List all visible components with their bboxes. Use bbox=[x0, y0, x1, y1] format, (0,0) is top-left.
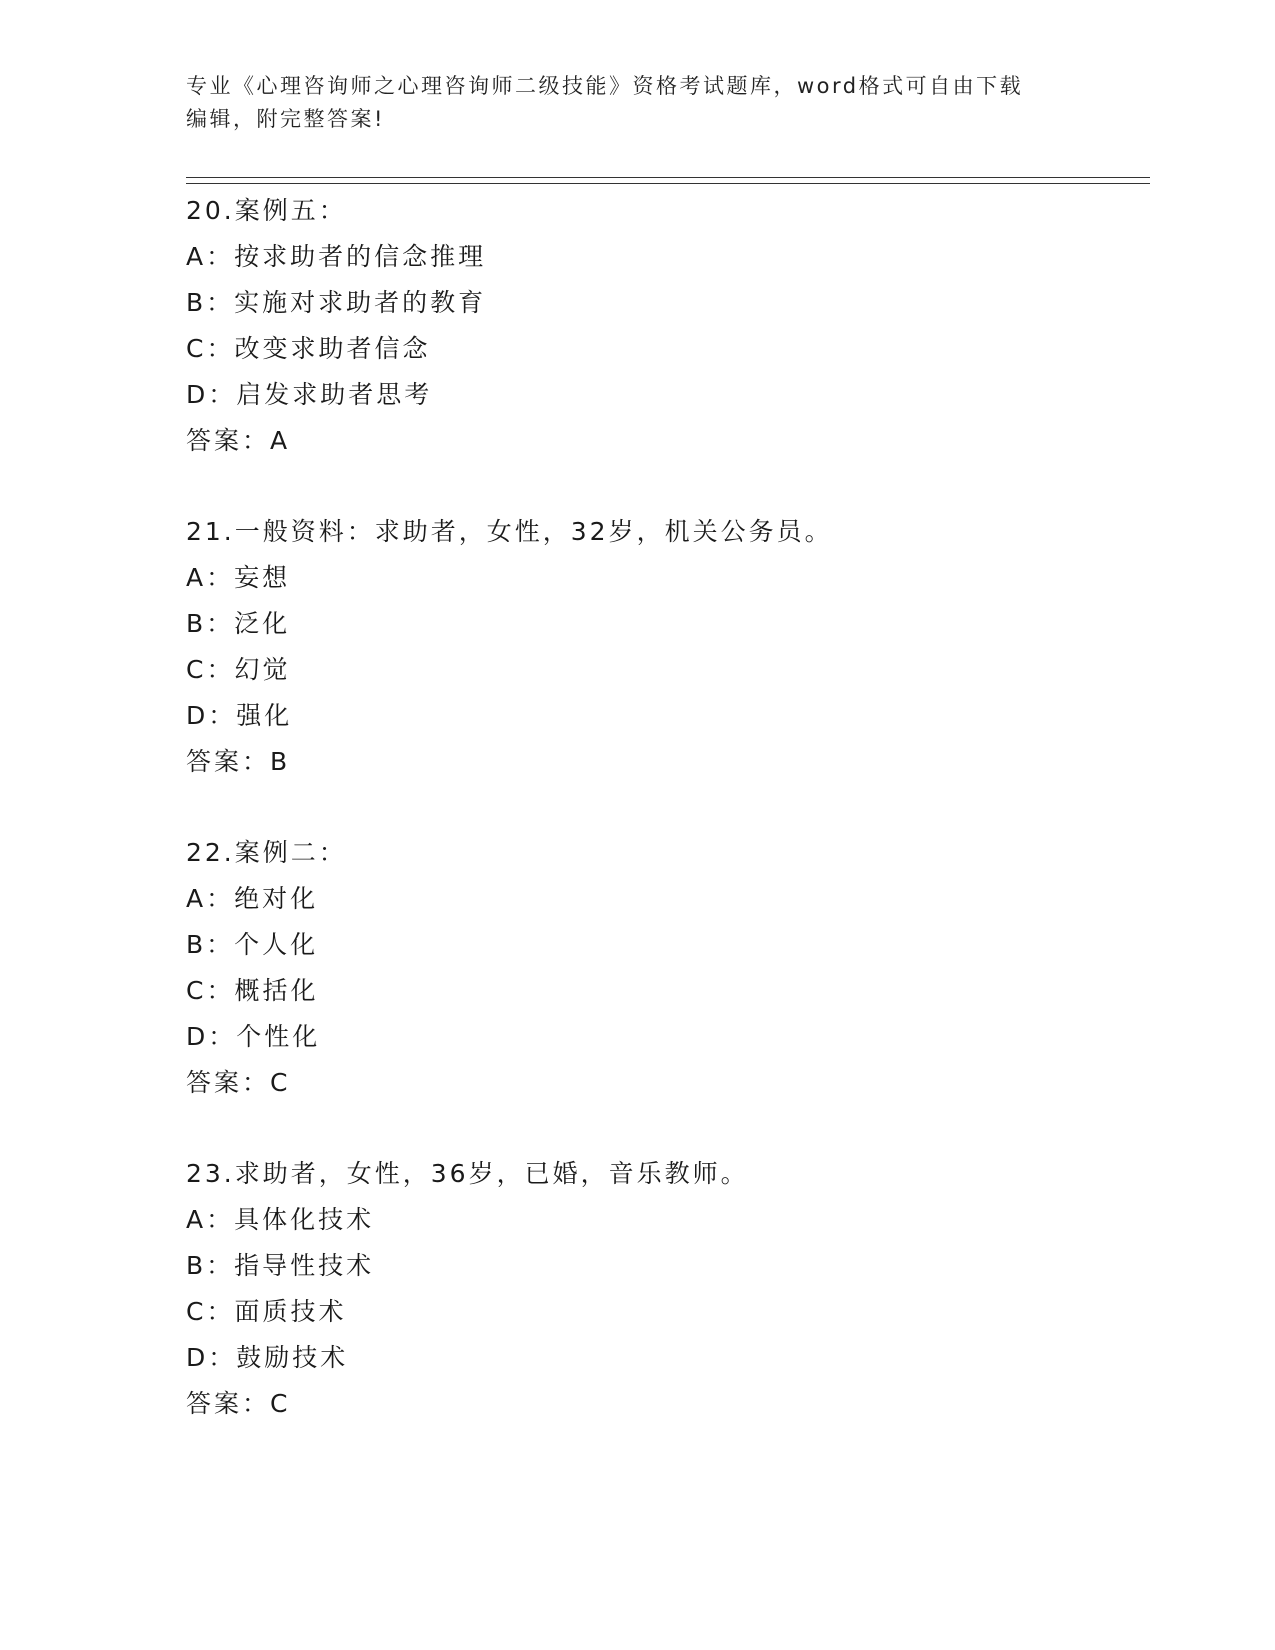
answer-label: 答案：C bbox=[186, 1389, 291, 1418]
header-line-2: 编辑，附完整答案! bbox=[186, 107, 385, 131]
option-c: C：面质技术 bbox=[186, 1297, 347, 1326]
question-23 bbox=[186, 1151, 1146, 1427]
option-a: A：按求助者的信念推理 bbox=[186, 242, 487, 271]
question-stem: 23.求助者，女性，36岁，已婚，音乐教师。 bbox=[186, 1159, 749, 1188]
question-21 bbox=[186, 509, 1146, 785]
option-d: D：启发求助者思考 bbox=[186, 380, 433, 409]
option-b: B：指导性技术 bbox=[186, 1251, 375, 1280]
question-stem: 20.案例五： bbox=[186, 196, 347, 225]
question-stem: 21.一般资料：求助者，女性，32岁，机关公务员。 bbox=[186, 517, 833, 546]
option-b: B：实施对求助者的教育 bbox=[186, 288, 487, 317]
option-b: B：个人化 bbox=[186, 930, 319, 959]
option-a: A：具体化技术 bbox=[186, 1205, 375, 1234]
option-a: A：妄想 bbox=[186, 563, 291, 592]
option-d: D：个性化 bbox=[186, 1022, 321, 1051]
header-line-1: 专业《心理咨询师之心理咨询师二级技能》资格考试题库，word格式可自由下载 bbox=[186, 74, 1024, 98]
header-divider bbox=[186, 177, 1150, 184]
answer-label: 答案：B bbox=[186, 747, 291, 776]
option-b: B：泛化 bbox=[186, 609, 291, 638]
question-20 bbox=[186, 188, 1146, 464]
option-d: D：强化 bbox=[186, 701, 293, 730]
option-a: A：绝对化 bbox=[186, 884, 319, 913]
question-stem: 22.案例二： bbox=[186, 838, 347, 867]
answer-label: 答案：C bbox=[186, 1068, 291, 1097]
option-c: C：幻觉 bbox=[186, 655, 291, 684]
document-header bbox=[186, 70, 1086, 136]
answer-label: 答案：A bbox=[186, 426, 291, 455]
question-list bbox=[186, 188, 1146, 1472]
option-c: C：改变求助者信念 bbox=[186, 334, 431, 363]
option-d: D：鼓励技术 bbox=[186, 1343, 349, 1372]
option-c: C：概括化 bbox=[186, 976, 319, 1005]
question-22 bbox=[186, 830, 1146, 1106]
